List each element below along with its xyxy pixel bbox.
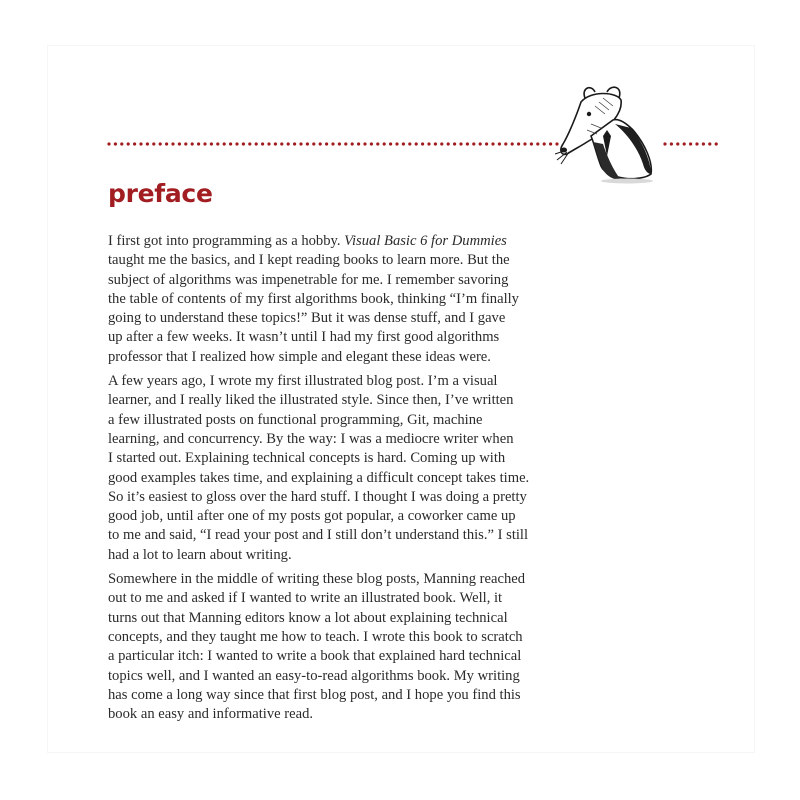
text-line	[108, 232, 598, 251]
text-line: good job, until after one of my posts got popular, a coworker came up	[108, 508, 516, 525]
text-line: out to me and asked if I wanted to write an illustrated book. Well, it	[108, 590, 503, 607]
body-paragraph	[108, 570, 598, 724]
body-paragraph	[108, 372, 598, 565]
preface-body	[108, 232, 598, 729]
page-title: preface	[108, 179, 213, 208]
text-line: to me and said, “I read your post and I still don’t understand this.” I still	[108, 527, 529, 544]
text-line: learning, and concurrency. By the way: I was a mediocre writer when	[108, 430, 514, 447]
body-paragraph	[108, 232, 598, 367]
text-line: turns out that Manning editors know a lot about explaining technical	[108, 609, 508, 626]
text-line: subject of algorithms was impenetrable for me. I remember savoring	[108, 271, 509, 288]
text-line: up after a few weeks. It wasn’t until I had my first good algorithms	[108, 329, 500, 346]
text-line: professor that I realized how simple and elegant these ideas were.	[108, 348, 491, 365]
text-line: taught me the basics, and I kept reading books to learn more. But the	[108, 252, 510, 269]
header-dotted-rule-left	[107, 141, 559, 147]
text-line: a few illustrated posts on functional programming, Git, machine	[108, 411, 483, 428]
text-line: A few years ago, I wrote my first illustrated blog post. I’m a visual	[108, 373, 498, 390]
text-line: So it’s easiest to gloss over the hard stuff. I thought I was doing a pretty	[108, 488, 527, 505]
text-line: the table of contents of my first algorithms book, thinking “I’m finally	[108, 290, 519, 307]
text-line: I started out. Explaining technical concepts is hard. Coming up with	[108, 450, 506, 467]
text-line: concepts, and they taught me how to teach. I wrote this book to scratch	[108, 628, 523, 645]
book-title-italic: Visual Basic 6 for Dummies	[344, 233, 507, 249]
text-line: learner, and I really liked the illustrated style. Since then, I’ve written	[108, 392, 514, 409]
dotted-rule-right-svg	[663, 141, 719, 147]
header-dotted-rule-right	[663, 141, 719, 147]
text-line: had a lot to learn about writing.	[108, 546, 292, 563]
text-line: has come a long way since that first blog post, and I hope you find this	[108, 686, 521, 703]
text-line: going to understand these topics!” But it was dense stuff, and I gave	[108, 310, 506, 327]
rat-illustration	[551, 84, 661, 184]
text-line: Somewhere in the middle of writing these blog posts, Manning reached	[108, 571, 526, 588]
text-line: topics well, and I wanted an easy-to-read algorithms book. My writing	[108, 667, 520, 684]
text-line: a particular itch: I wanted to write a book that explained hard technical	[108, 648, 522, 665]
text-line: good examples takes time, and explaining a difficult concept takes time.	[108, 469, 530, 486]
dotted-rule-left-svg	[107, 141, 559, 147]
text-line: book an easy and informative read.	[108, 706, 314, 723]
text-run: I first got into programming as a hobby.	[108, 233, 345, 249]
